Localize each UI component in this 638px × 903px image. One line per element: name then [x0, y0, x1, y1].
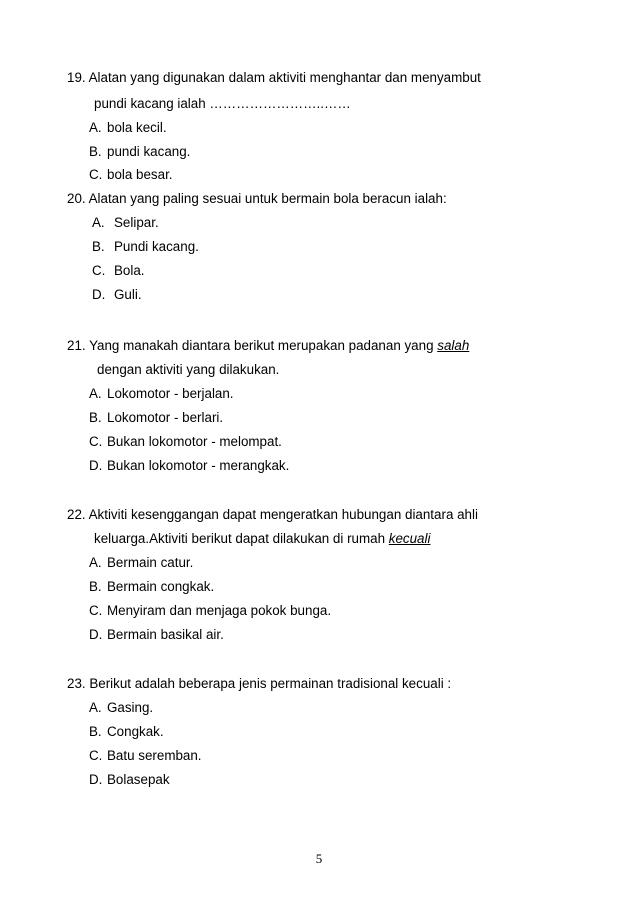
option-letter: C. — [92, 263, 106, 278]
question-20-text: 20. Alatan yang paling sesuai untuk bermain bola beracun ialah: — [67, 191, 447, 206]
option-text: Bolasepak — [107, 772, 170, 787]
emphasis-word-kecuali: kecuali — [388, 531, 431, 546]
option-text: Gasing. — [107, 700, 154, 715]
option-text: Selipar. — [114, 215, 159, 230]
question-20-option-b — [92, 239, 199, 255]
option-letter: C. — [89, 603, 103, 618]
option-letter: B. — [89, 579, 102, 594]
option-letter: D. — [89, 772, 103, 787]
option-text: Lokomotor - berlari. — [107, 410, 224, 425]
question-21-option-d — [89, 458, 289, 474]
option-letter: A. — [89, 386, 102, 401]
question-19-text-cont: pundi kacang ialah ……………………..…… — [94, 96, 351, 111]
question-20-option-d — [92, 287, 142, 303]
question-23-text: 23. Berikut adalah beberapa jenis permainan tradisional kecuali : — [67, 676, 452, 691]
page-number: 5 — [315, 851, 323, 866]
option-text: Congkak. — [107, 724, 164, 739]
question-21-text — [67, 338, 469, 354]
question-21-option-a — [89, 386, 234, 402]
question-22-text: 22. Aktiviti kesenggangan dapat mengeratkan hubungan diantara ahli — [67, 507, 478, 522]
option-letter: A. — [89, 700, 102, 715]
option-letter: D. — [89, 458, 103, 473]
option-letter: B. — [89, 410, 102, 425]
option-letter: B. — [89, 144, 102, 159]
option-text: Menyiram dan menjaga pokok bunga. — [107, 603, 332, 618]
option-text: Guli. — [114, 287, 142, 302]
option-text: Batu seremban. — [107, 748, 202, 763]
question-23-option-a — [89, 700, 153, 716]
emphasis-word-salah: salah — [437, 338, 470, 353]
option-letter: B. — [92, 239, 105, 254]
question-21-option-b — [89, 410, 223, 426]
question-23-option-b — [89, 724, 164, 740]
option-letter: D. — [92, 287, 106, 302]
option-text: Bermain congkak. — [107, 579, 215, 594]
question-20-option-c — [92, 263, 145, 279]
question-19-option-b — [89, 144, 190, 160]
option-letter: C. — [89, 434, 103, 449]
question-23-option-c — [89, 748, 202, 764]
question-22-text-cont — [94, 531, 430, 547]
option-text: Bukan lokomotor - melompat. — [107, 434, 282, 449]
option-text: Bukan lokomotor - merangkak. — [107, 458, 290, 473]
option-text: Bermain catur. — [107, 555, 194, 570]
question-23-option-d — [89, 772, 170, 788]
option-letter: A. — [89, 555, 102, 570]
option-letter: C. — [89, 167, 103, 182]
question-21-text-cont: dengan aktiviti yang dilakukan. — [97, 362, 280, 377]
option-text: pundi kacang. — [107, 144, 191, 159]
option-text: Bola. — [114, 263, 145, 278]
question-21-option-c — [89, 434, 282, 450]
option-text: Bermain basikal air. — [107, 627, 224, 642]
question-19-text: 19. Alatan yang digunakan dalam aktiviti menghantar dan menyambut — [67, 70, 481, 85]
question-22-option-c — [89, 603, 331, 619]
option-text: bola kecil. — [107, 120, 167, 135]
option-letter: C. — [89, 748, 103, 763]
option-letter: A. — [92, 215, 105, 230]
question-19-option-a — [89, 120, 167, 136]
option-letter: D. — [89, 627, 103, 642]
question-20-option-a — [92, 215, 159, 231]
option-letter: A. — [89, 120, 102, 135]
option-letter: B. — [89, 724, 102, 739]
option-text: Pundi kacang. — [114, 239, 199, 254]
question-22-option-b — [89, 579, 214, 595]
question-22-option-a — [89, 555, 193, 571]
option-text: Lokomotor - berjalan. — [107, 386, 234, 401]
option-text: bola besar. — [107, 167, 173, 182]
question-22-text-cont-main: keluarga.Aktiviti berikut dapat dilakukan di rumah — [94, 531, 389, 546]
question-19-option-c — [89, 167, 173, 183]
question-21-text-main: 21. Yang manakah diantara berikut merupakan padanan yang — [67, 338, 438, 353]
question-22-option-d — [89, 627, 224, 643]
